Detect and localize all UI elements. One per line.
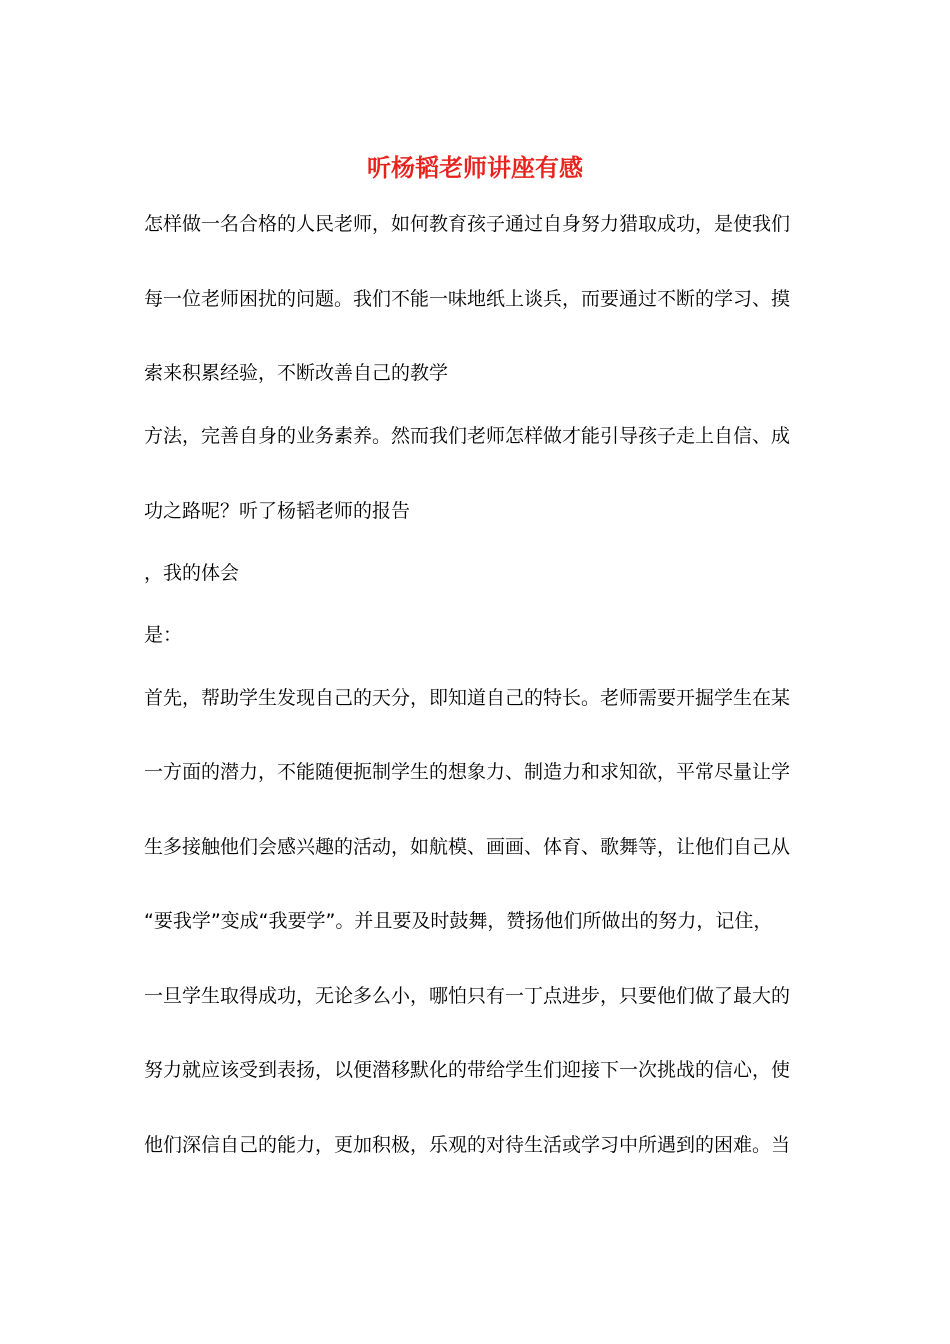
body-line-12: 一旦学生取得成功，无论多么小，哪怕只有一丁点进步，只要他们做了最大的 bbox=[144, 985, 791, 1007]
body-line-7: 是： bbox=[144, 624, 183, 646]
body-line-6: ，我的体会 bbox=[144, 562, 240, 584]
page-title: 听杨韬老师讲座有感 bbox=[367, 153, 583, 182]
body-line-8: 首先，帮助学生发现自己的天分，即知道自己的特长。老师需要开掘学生在某 bbox=[144, 687, 791, 709]
body-line-4: 方法，完善自身的业务素养。然而我们老师怎样做才能引导孩子走上自信、成 bbox=[144, 425, 791, 447]
body-line-13: 努力就应该受到表扬，以便潜移默化的带给学生们迎接下一次挑战的信心，使 bbox=[144, 1059, 791, 1081]
body-line-14: 他们深信自己的能力，更加积极，乐观的对待生活或学习中所遇到的困难。当 bbox=[144, 1134, 791, 1156]
body-line-11: “要我学”变成“我要学”。并且要及时鼓舞，赞扬他们所做出的努力，记住， bbox=[144, 910, 773, 932]
body-line-3: 索来积累经验，不断改善自己的教学 bbox=[144, 362, 449, 384]
body-line-2: 每一位老师困扰的问题。我们不能一味地纸上谈兵，而要通过不断的学习、摸 bbox=[144, 288, 791, 310]
body-line-1: 怎样做一名合格的人民老师，如何教育孩子通过自身努力猎取成功，是使我们 bbox=[144, 213, 791, 235]
body-line-5: 功之路呢？听了杨韬老师的报告 bbox=[144, 500, 411, 522]
body-line-10: 生多接触他们会感兴趣的活动，如航模、画画、体育、歌舞等，让他们自己从 bbox=[144, 836, 791, 858]
body-line-9: 一方面的潜力，不能随便扼制学生的想象力、制造力和求知欲，平常尽量让学 bbox=[144, 761, 791, 783]
